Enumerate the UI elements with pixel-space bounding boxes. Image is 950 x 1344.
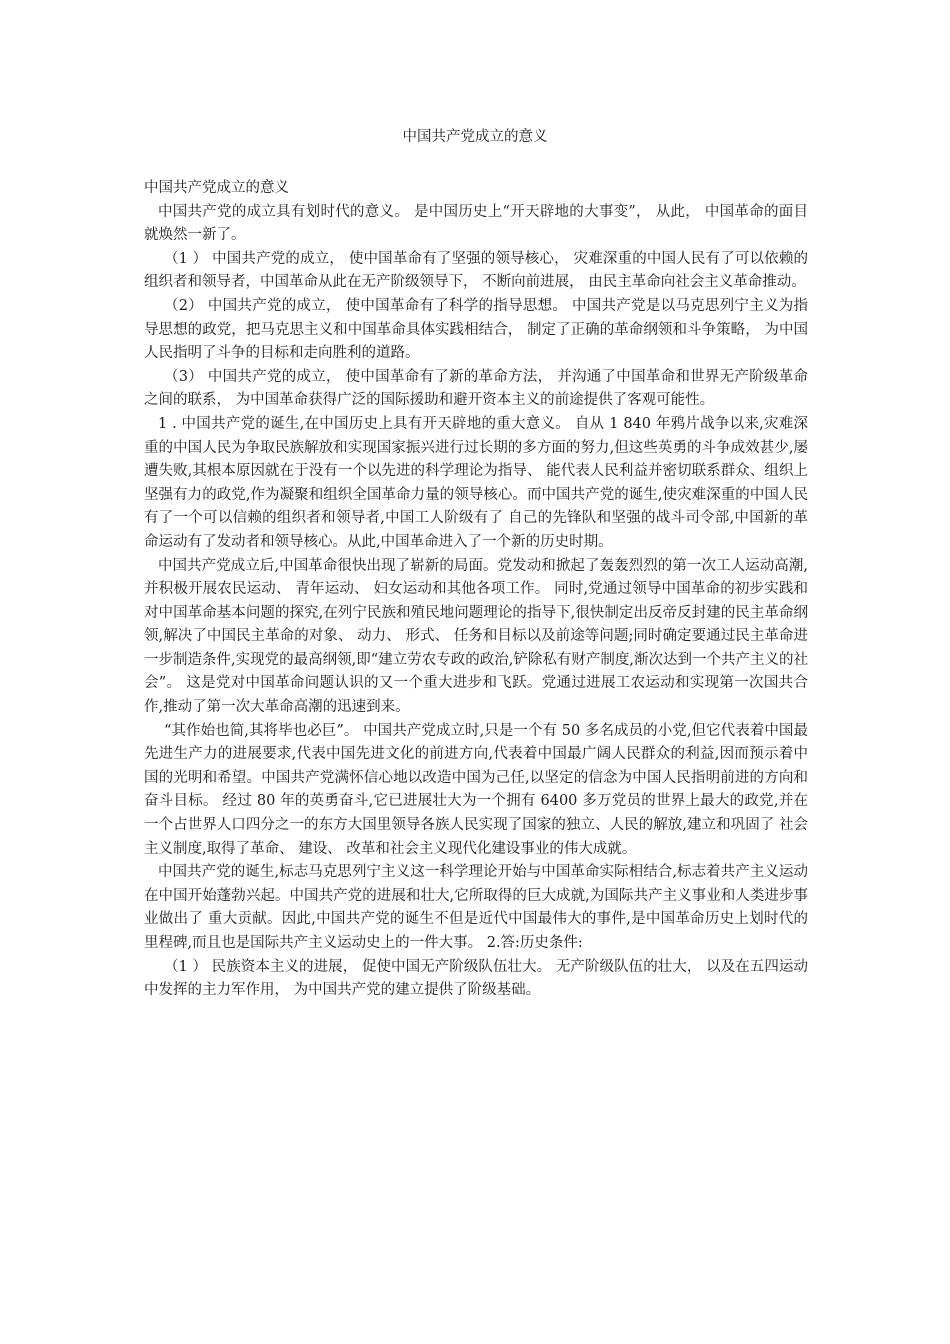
- paragraph: （2） 中国共产党的成立， 使中国革命有了科学的指导思想。 中国共产党是以马克思列宁主义为指导思想的政党，把马克思主义和中国革命具体实践相结合， 制定了正确的革命纲领和斗争策略， 为中国人民指明了斗争的目标和走向胜利的道路。: [144, 297, 808, 362]
- paragraph: 中国共产党的诞生,标志马克思列宁主义这一科学理论开始与中国革命实际相结合,标志着共产主义运动在中国开始蓬勃兴起。中国共产党的进展和壮大,它所取得的巨大成就,为国际共产主义事业和人类进步事业做出了 重大贡献。因此,中国共产党的诞生不但是近代中国最伟大的事件,是中国革命历史上划时代的里程碑,而且也是国际共产主义运动史上的一件大事。 2.答:历史条件:: [144, 864, 808, 951]
- document-title: 中国共产党成立的意义: [402, 129, 548, 145]
- document-body: [144, 177, 808, 1003]
- paragraph: 1 . 中国共产党的诞生,在中国历史上具有开天辟地的重大意义。 自从 1 840 年鸦片战争以来,灾难深重的中国人民为争取民族解放和实现国家振兴进行过长期的多方面的努力,但这些英勇的斗争成效甚少,屡遭失败,其根本原因就在于没有一个以先进的科学理论为指导、 能代表人民利益并密切联系群众、组织上坚强有力的政党,作为凝聚和组织全国革命力量的领导核心。而中国共产党的诞生,使灾难深重的中国人民有了一个可以信赖的组织者和领导者,中国工人阶级有了 自己的先锋队和坚强的战斗司令部,中国新的革命运动有了发动者和领导核心。从此,中国革命进入了一个新的历史时期。: [144, 415, 808, 550]
- paragraph: 中国共产党的成立具有划时代的意义。 是中国历史上“开天辟地的大事变”， 从此， 中国革命的面目就焕然一新了。: [144, 203, 808, 244]
- paragraph: “其作始也简,其将毕也必巨”。 中国共产党成立时,只是一个有 50 多名成员的小党,但它代表着中国最先进生产力的进展要求,代表中国先进文化的前进方向,代表着中国最广阔人民群众的利益,因而预示着中国的光明和希望。中国共产党满怀信心地以改造中国为己任,以坚定的信念为中国人民指明前进的方向和奋斗目标。 经过 80 年的英勇奋斗,它已进展壮大为一个拥有 6400 多万党员的世界上最大的政党,并在一个占世界人口四分之一的东方大国里领导各族人民实现了国家的独立、人民的解放,建立和巩固了 社会主义制度,取得了革命、 建设、 改革和社会主义现代化建设事业的伟大成就。: [144, 722, 808, 857]
- paragraph: 中国共产党成立后,中国革命很快出现了崭新的局面。党发动和掀起了轰轰烈烈的第一次工人运动高潮,并积极开展农民运动、 青年运动、 妇女运动和其他各项工作。 同时,党通过领导中国革命的初步实践和对中国革命基本问题的探究,在列宁民族和殖民地问题理论的指导下,很快制定出反帝反封建的民主革命纲领,解决了中国民主革命的对象、 动力、 形式、 任务和目标以及前途等问题;同时确定要通过民主革命进一步制造条件,实现党的最高纲领,即“建立劳农专政的政治,铲除私有财产制度,渐次达到一个共产主义的社会”。 这是党对中国革命问题认识的又一个重大进步和飞跃。党通过进展工农运动和实现第一次国共合作,推动了第一次大革命高潮的迅速到来。: [144, 557, 808, 716]
- paragraph: （1 ） 中国共产党的成立， 使中国革命有了坚强的领导核心， 灾难深重的中国人民有了可以依赖的组织者和领导者，中国革命从此在无产阶级领导下， 不断向前进展， 由民主革命向社会主义革命推动。: [144, 250, 808, 291]
- paragraph: （1 ） 民族资本主义的进展， 促使中国无产阶级队伍壮大。 无产阶级队伍的壮大， 以及在五四运动中发挥的主力军作用， 为中国共产党的建立提供了阶级基础。: [144, 958, 808, 999]
- section-heading: 中国共产党成立的意义: [144, 180, 289, 196]
- paragraph: （3） 中国共产党的成立， 使中国革命有了新的革命方法， 并沟通了中国革命和世界无产阶级革命之间的联系， 为中国革命获得广泛的国际援助和避开资本主义的前途提供了客观可能性。: [144, 368, 808, 409]
